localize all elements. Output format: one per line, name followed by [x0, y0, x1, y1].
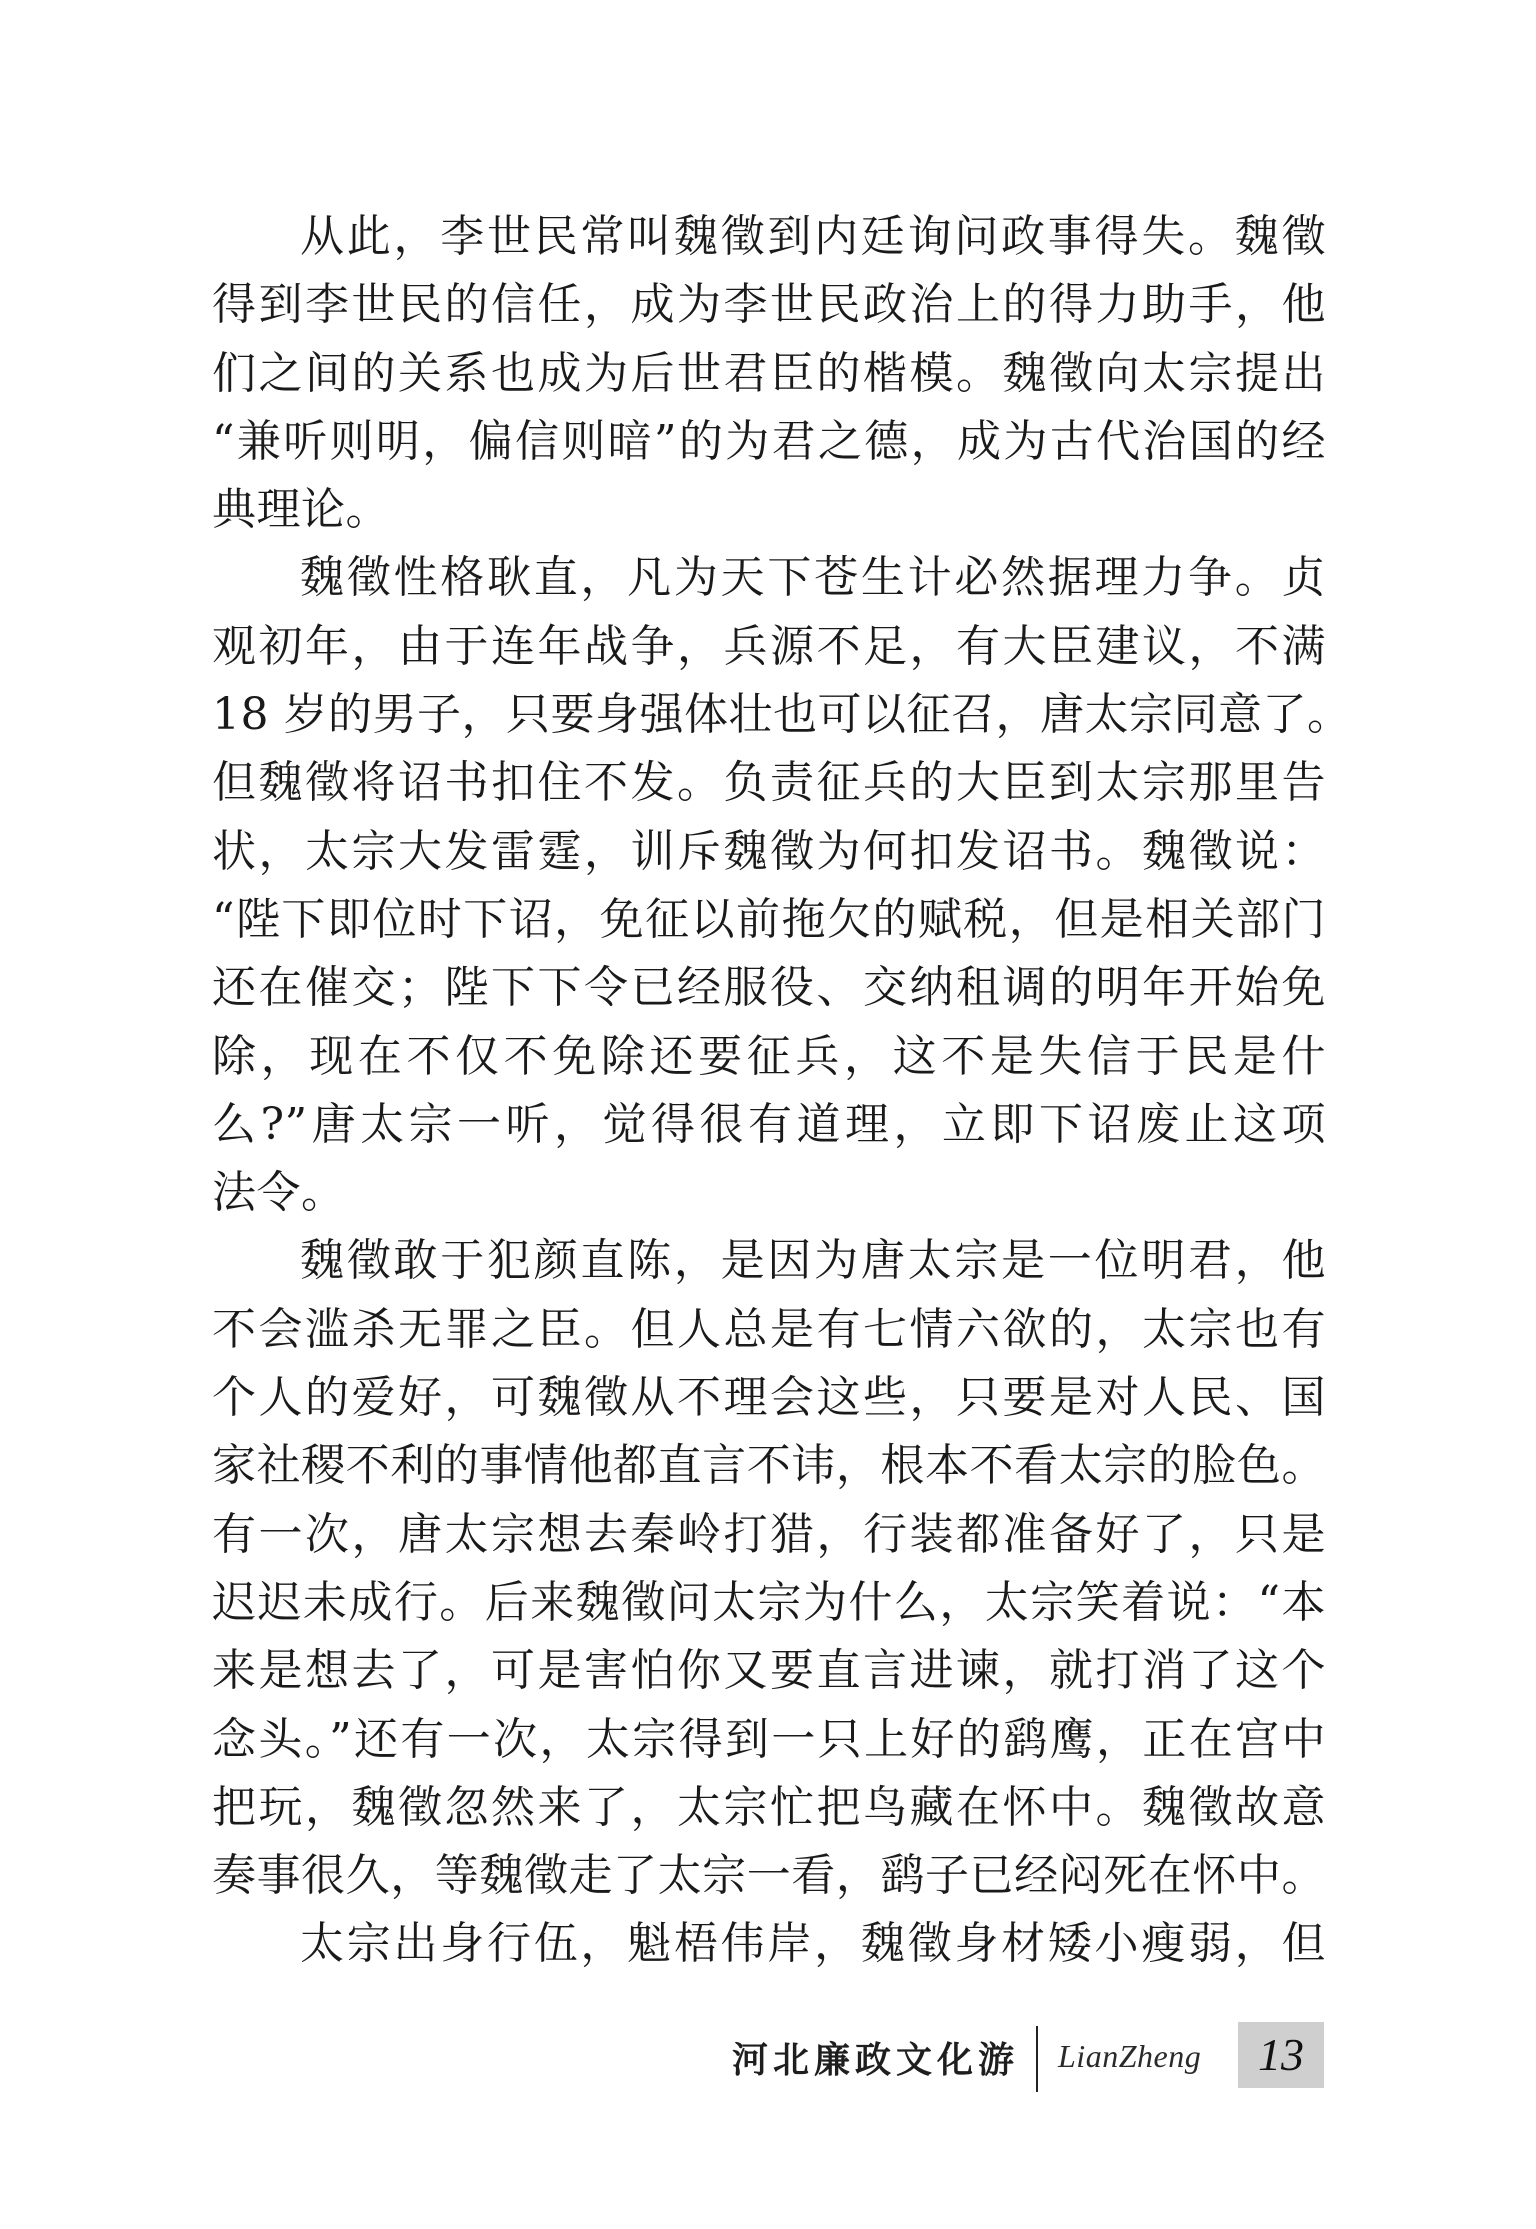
text-line: 18 岁的男子，只要身强体壮也可以征召，唐太宗同意了。 [212, 689, 1352, 741]
footer-script-label: LianZheng [1058, 2038, 1202, 2074]
text-line: 但魏徵将诏书扣住不发。负责征兵的大臣到太宗那里告 [212, 757, 1326, 809]
text-line: 有一次，唐太宗想去秦岭打猎，行装都准备好了，只是 [212, 1508, 1326, 1560]
text-line: 个人的爱好，可魏徵从不理会这些，只要是对人民、国 [212, 1372, 1326, 1424]
text-line: 从此，李世民常叫魏徵到内廷询问政事得失。魏徵 [300, 211, 1326, 262]
body-text [212, 203, 1352, 1979]
text-line: 奏事很久，等魏徵走了太宗一看，鹞子已经闷死在怀中。 [212, 1850, 1326, 1902]
page-footer [0, 2022, 1536, 2102]
page-number-box [1238, 2022, 1324, 2088]
text-line: 么?”唐太宗一听，觉得很有道理，立即下诏废止这项 [212, 1098, 1326, 1150]
text-line: “兼听则明，偏信则暗”的为君之德，成为古代治国的经 [212, 415, 1326, 467]
text-line: 家社稷不利的事情他都直言不讳，根本不看太宗的脸色。 [212, 1440, 1326, 1492]
footer-book-title: 河北廉政文化游 [731, 2040, 1019, 2081]
text-line: 太宗出身行伍，魁梧伟岸，魏徵身材矮小瘦弱，但 [300, 1918, 1326, 1970]
text-line: 法令。 [212, 1167, 346, 1219]
text-line: 魏徵性格耿直，凡为天下苍生计必然据理力争。贞 [300, 552, 1326, 604]
text-line: 得到李世民的信任，成为李世民政治上的得力助手，他 [212, 279, 1326, 331]
page-number: 13 [1258, 2029, 1304, 2080]
footer-divider [1036, 2026, 1038, 2092]
text-line: 除，现在不仅不免除还要征兵，这不是失信于民是什 [212, 1030, 1326, 1082]
text-line: 们之间的关系也成为后世君臣的楷模。魏徵向太宗提出 [212, 347, 1326, 399]
text-line: 状，太宗大发雷霆，训斥魏徵为何扣发诏书。魏徵说： [212, 825, 1326, 877]
text-line: 不会滥杀无罪之臣。但人总是有七情六欲的，太宗也有 [212, 1303, 1326, 1355]
text-line: 还在催交；陛下下令已经服役、交纳租调的明年开始免 [212, 962, 1326, 1014]
text-line: 把玩，魏徵忽然来了，太宗忙把鸟藏在怀中。魏徵故意 [212, 1781, 1326, 1833]
text-line: “陛下即位时下诏，免征以前拖欠的赋税，但是相关部门 [212, 893, 1326, 945]
text-line: 典理论。 [212, 484, 390, 536]
text-line: 来是想去了，可是害怕你又要直言进谏，就打消了这个 [212, 1645, 1326, 1697]
text-line: 观初年，由于连年战争，兵源不足，有大臣建议，不满 [212, 620, 1326, 672]
text-line: 迟迟未成行。后来魏徵问太宗为什么，太宗笑着说：“本 [212, 1576, 1326, 1628]
text-line: 魏徵敢于犯颜直陈，是因为唐太宗是一位明君，他 [300, 1235, 1326, 1287]
text-line: 念头。”还有一次，太宗得到一只上好的鹞鹰，正在宫中 [212, 1713, 1326, 1765]
